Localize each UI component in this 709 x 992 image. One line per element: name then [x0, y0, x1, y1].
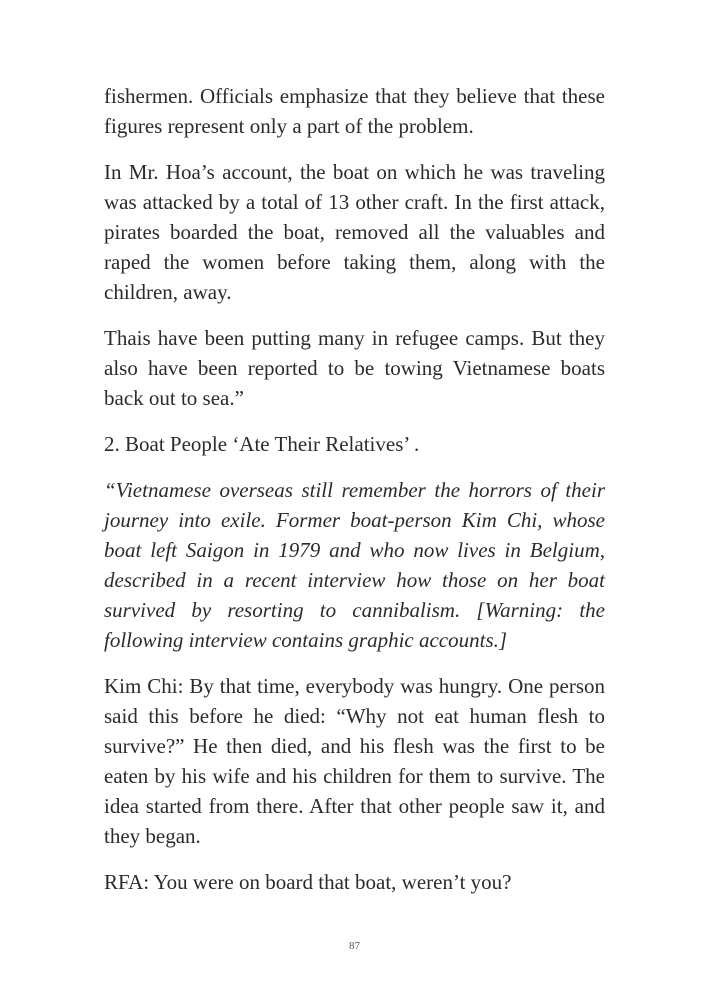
body-text	[104, 81, 605, 897]
paragraph-kim-chi: Kim Chi: By that time, everybody was hungry. One person said this before he died: “Why not eat human flesh to survive?” He then died, and his flesh was the first to be eaten by his wife and his children for them to survive. The idea started from there. After that other people saw it, and they began.	[104, 674, 605, 848]
paragraph-quote-intro: “Vietnamese overseas still remember the horrors of their journey into exile. Former boat-person Kim Chi, whose boat left Saigon in 1979 and who now lives in Belgium, described in a recent interview how those on her boat survived by resorting to cannibalism. [Warning: the following interview contains graphic accounts.]	[104, 478, 605, 652]
paragraph-rfa-question: RFA: You were on board that boat, weren’t you?	[104, 870, 512, 894]
paragraph-thais: Thais have been putting many in refugee camps. But they also have been reported to be towing Vietnamese boats back out to sea.”	[104, 326, 605, 410]
page-number: 87	[349, 940, 360, 952]
paragraph-fishermen: fishermen. Officials emphasize that they believe that these figures represent only a part of the problem.	[104, 84, 605, 138]
paragraph-hoa-account: In Mr. Hoa’s account, the boat on which he was traveling was attacked by a total of 13 other craft. In the first attack, pirates boarded the boat, removed all the valuables and raped the women before taking them, along with the children, away.	[104, 160, 605, 304]
section-heading-boat-people: 2. Boat People ‘Ate Their Relatives’ .	[104, 432, 420, 456]
